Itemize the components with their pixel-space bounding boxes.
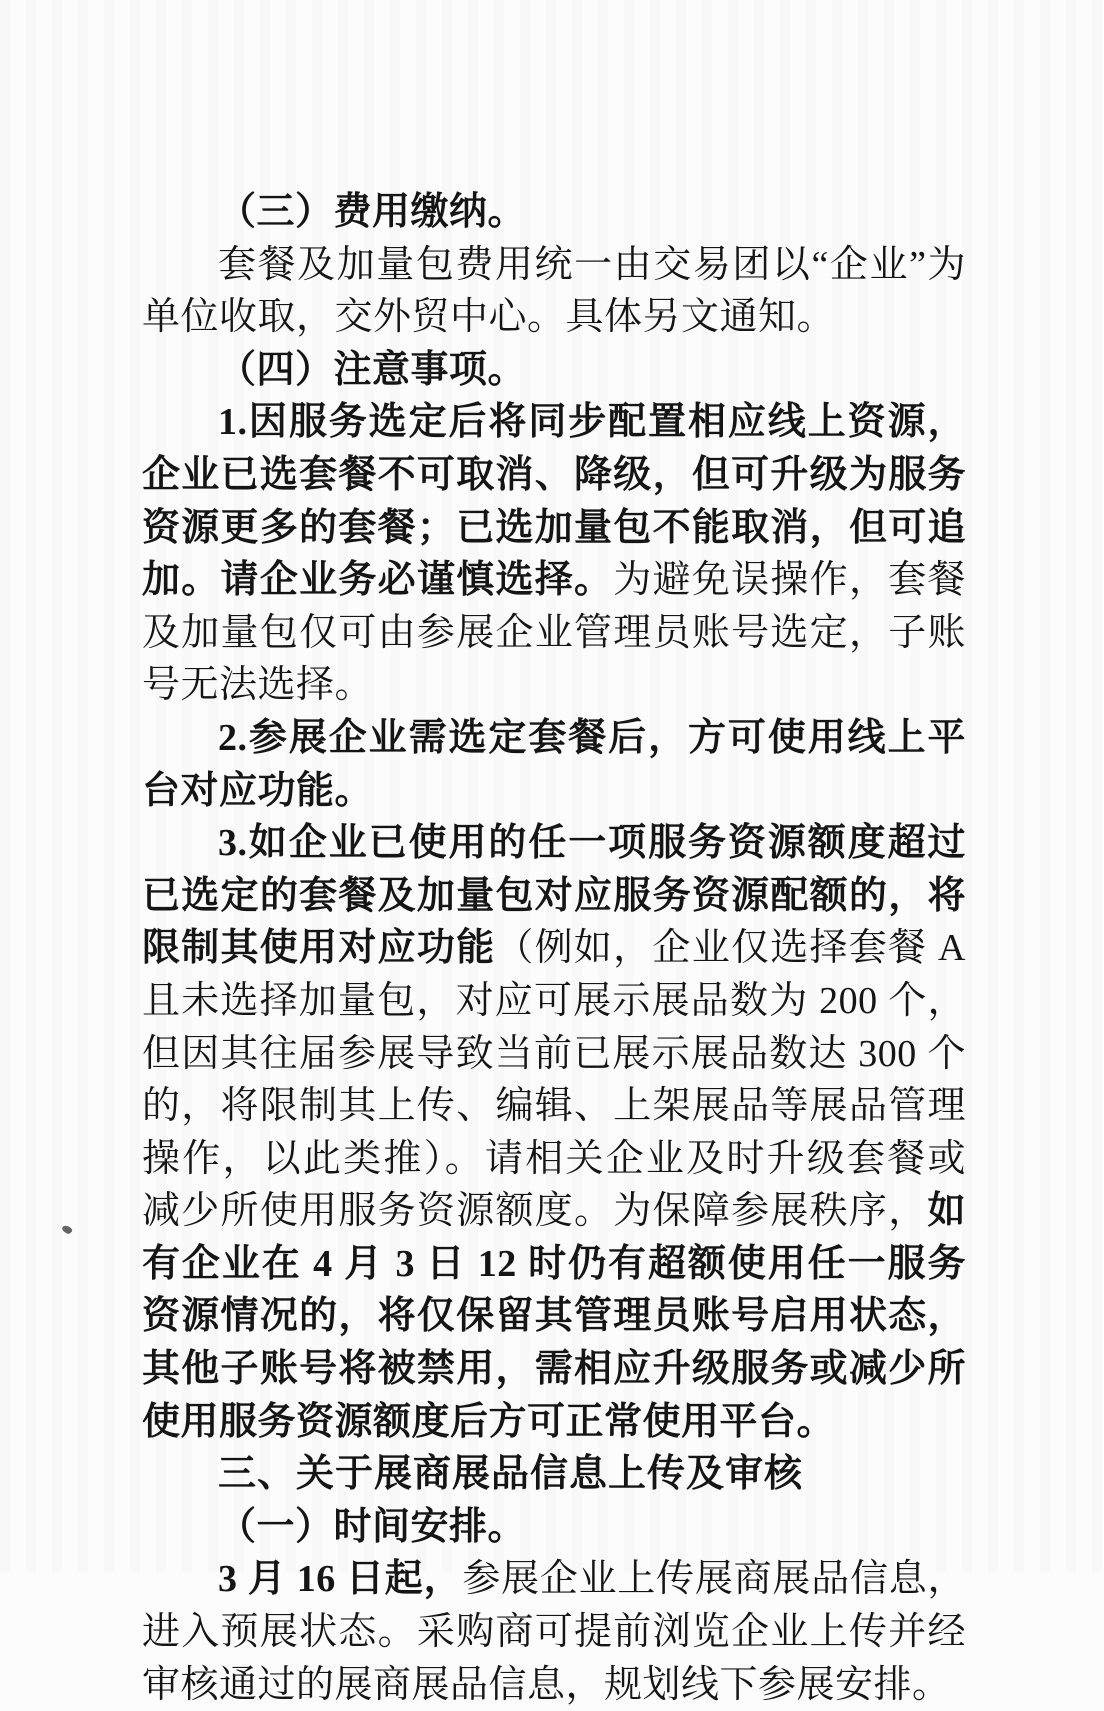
text-run: 三、关于展商展品信息上传及审核 xyxy=(218,1453,804,1496)
text-run: （三）费用缴纳。 xyxy=(218,191,527,233)
paragraph-note-2 xyxy=(142,712,966,817)
text-run: 3.如企业已使用的任一项服务资源额度超过已选定的套餐及加量包对应服务资源配额的，将限制其使用对应功能 xyxy=(142,822,966,970)
paragraph-note-1 xyxy=(142,396,966,712)
paragraph-section-heading-part3 xyxy=(142,1448,966,1501)
paragraph-subsection-1-heading xyxy=(142,1501,966,1554)
text-run: 3 月 16 日起， xyxy=(218,1558,463,1601)
paragraph-note-3 xyxy=(142,817,966,1448)
text-run: 参展企业上传展商展品信息，进入预展状态。采购商可提前浏览企业上传并经审核通过的展商展品信息，规划线下参展安排。 xyxy=(142,1558,966,1706)
paragraph-schedule-body xyxy=(142,1553,966,1711)
text-run: 如有企业在 4 月 3 日 12 时仍有超额使用任一服务资源情况的，将仅保留其管理员账号启用状态，其他子账号将被禁用，需相应升级服务或减少所使用服务资源额度后方可正常使用平台。 xyxy=(142,1190,966,1443)
text-run: （一）时间安排。 xyxy=(218,1505,527,1548)
document-text-block xyxy=(142,186,966,1711)
paragraph-fee-payment-body xyxy=(142,239,966,344)
text-run: 套餐及加量包费用统一由交易团以“企业”为单位收取，交外贸中心。具体另文通知。 xyxy=(142,243,966,339)
text-run: （例如，企业仅选择套餐 A 且未选择加量包，对应可展示展品数为 200 个，但因其往届参展导致当前已展示展品数达 300 个的，将限制其上传、编辑、上架展品等展品管理操作，以此类推）。请相关企业及时升级套餐或减少所使用服务资源额度。为保障参展秩序， xyxy=(142,927,966,1233)
text-run: 1.因服务选定后将同步配置相应线上资源，企业已选套餐不可取消、降级，但可升级为服务资源更多的套餐；已选加量包不能取消，但可追加。请企业务必谨慎选择。 xyxy=(142,401,966,602)
text-run: （四）注意事项。 xyxy=(218,348,527,391)
text-run: 为避免误操作，套餐及加量包仅可由参展企业管理员账号选定，子账号无法选择。 xyxy=(142,559,966,707)
paragraph-section-4-heading xyxy=(142,344,966,397)
paragraph-section-3-heading xyxy=(142,186,966,239)
ink-speck-mark xyxy=(61,1224,73,1236)
text-run: 2.参展企业需选定套餐后，方可使用线上平台对应功能。 xyxy=(142,716,966,812)
